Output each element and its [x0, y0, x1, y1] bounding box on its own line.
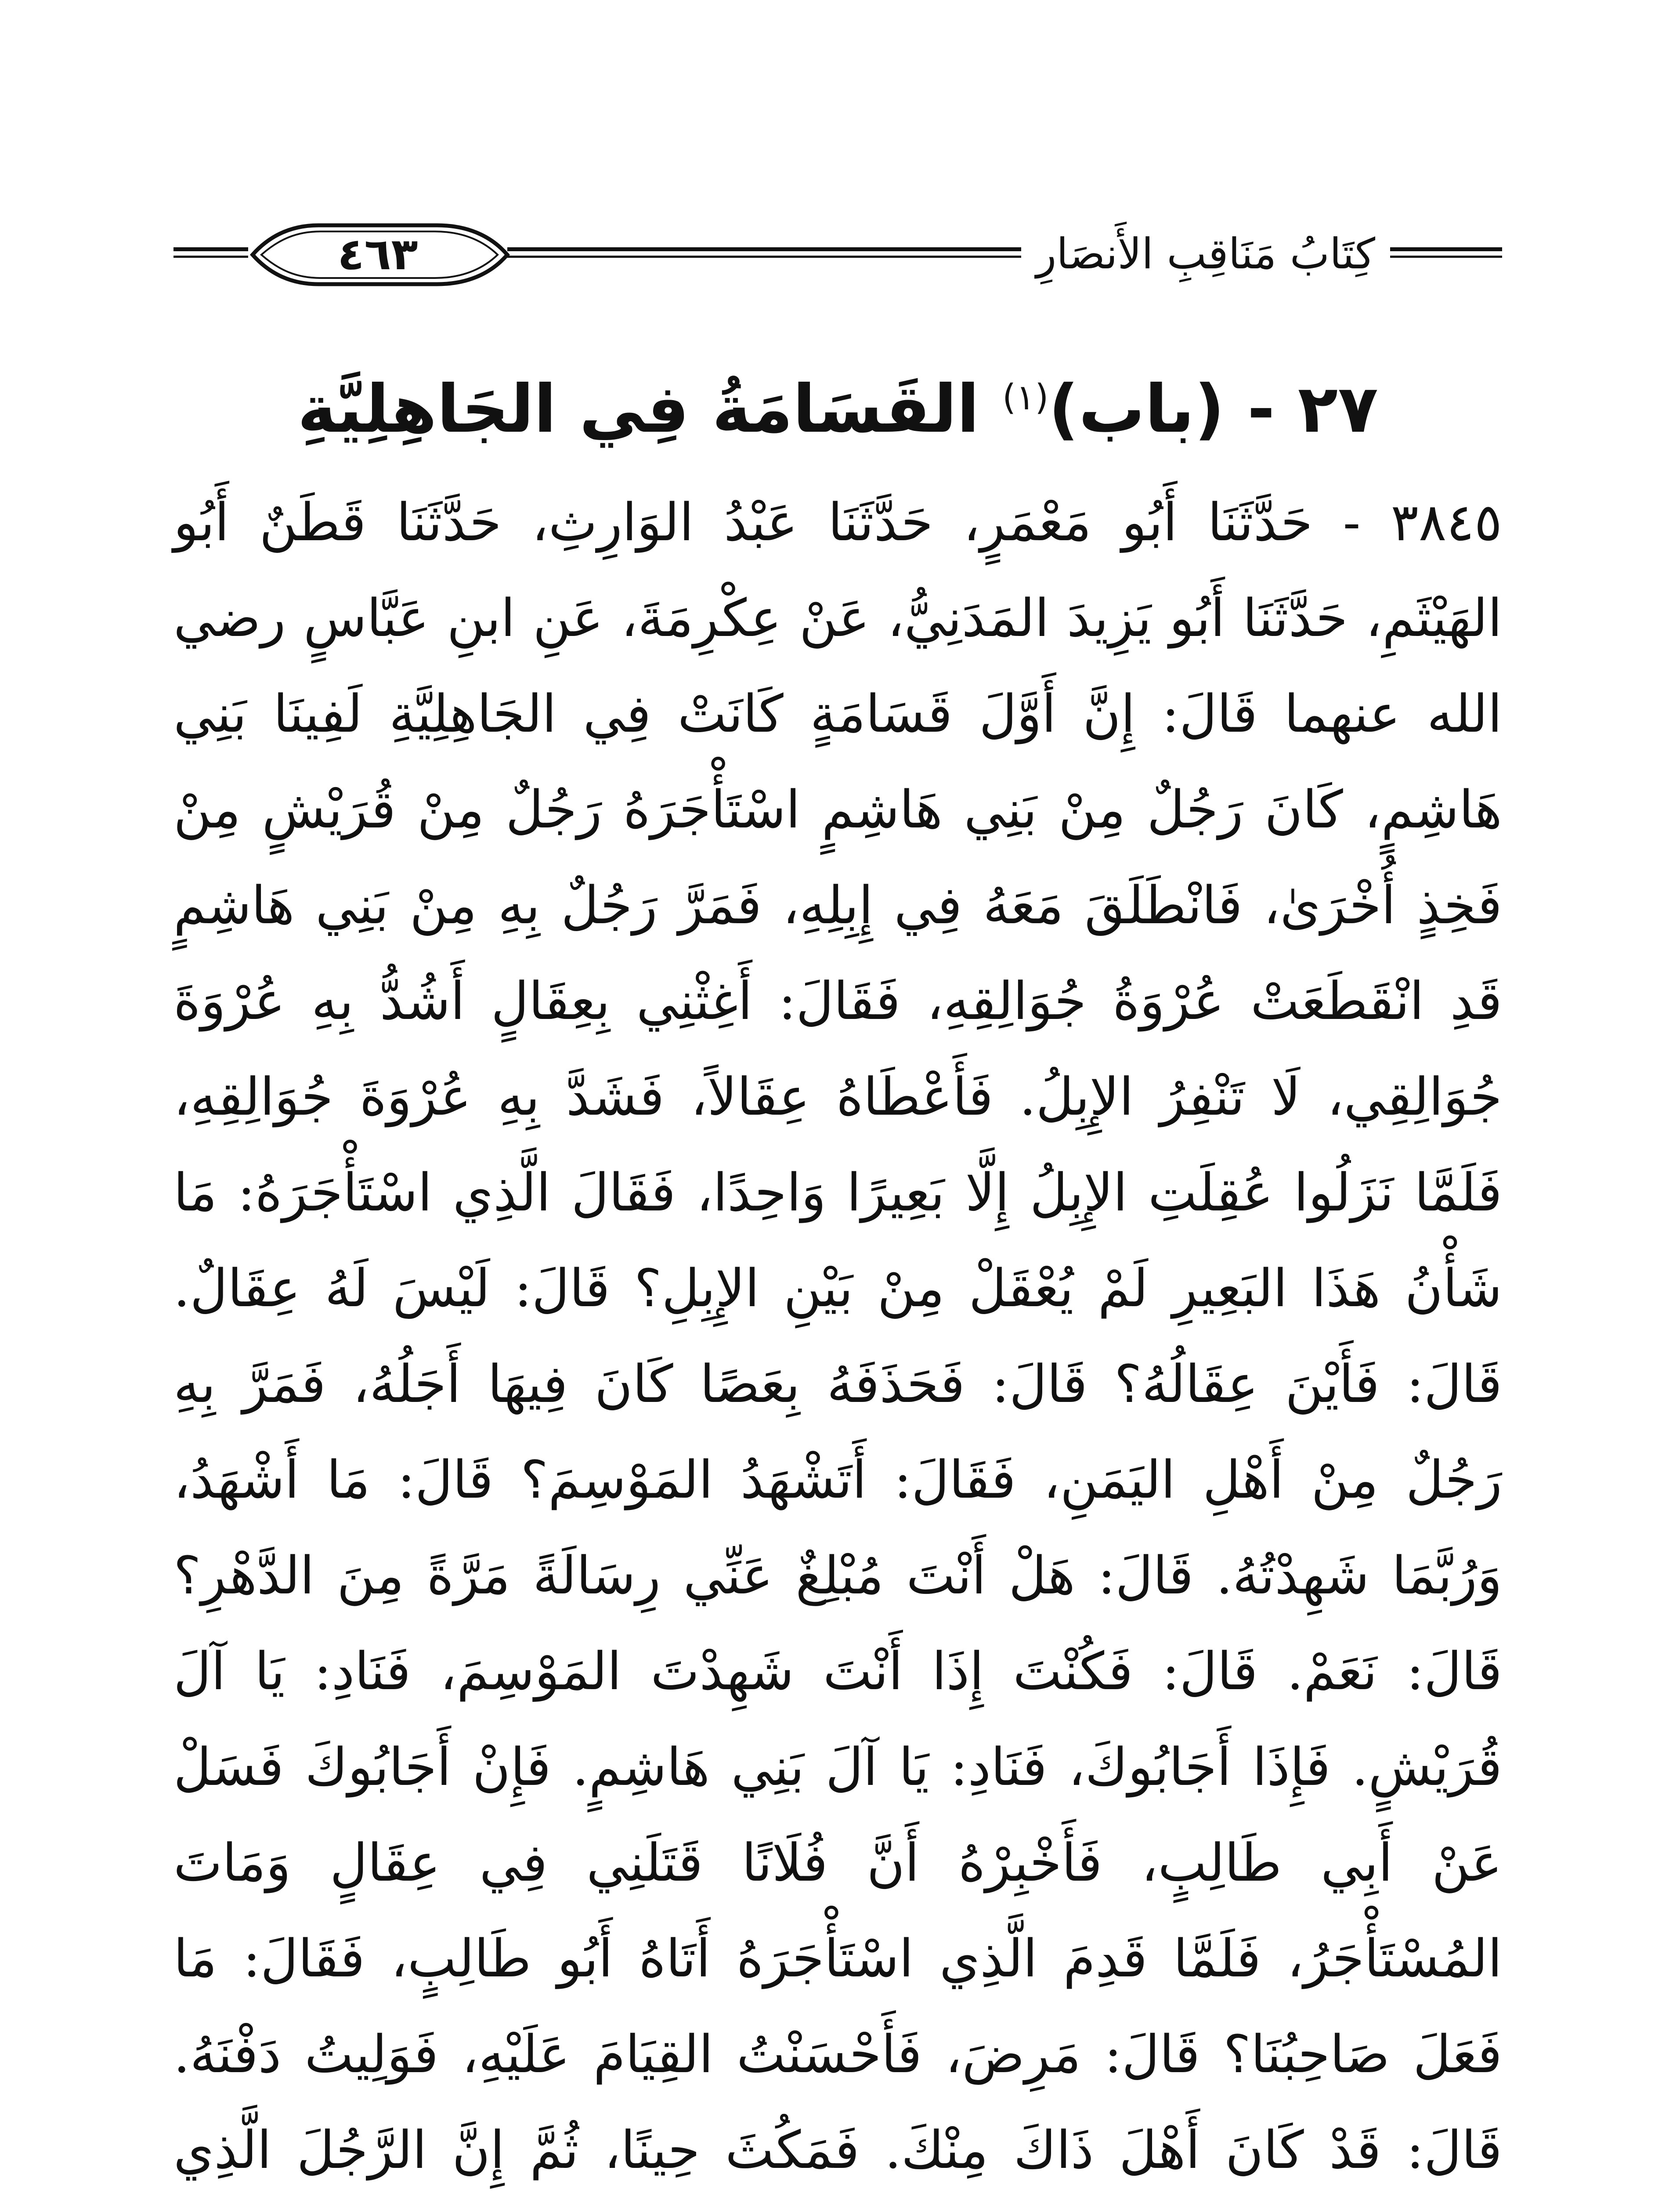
running-header [173, 222, 1502, 288]
header-rule-middle [507, 247, 1021, 258]
chapter-footnote-ref: (١) [1002, 377, 1049, 418]
chapter-bab: (باب) [1048, 371, 1225, 448]
header-rule-left [173, 247, 248, 258]
chapter-number: ٢٧ [1297, 371, 1378, 448]
chapter-separator: - [1247, 371, 1275, 448]
chapter-heading [173, 347, 1502, 460]
hadith-text: - حَدَّثَنَا أَبُو مَعْمَرٍ، حَدَّثَنَا عَبْدُ الوَارِثِ، حَدَّثَنَا قَطَنٌ أَبُو الهَيْثَمِ، حَدَّثَنَا أَبُو يَزِيدَ المَدَنِيُّ، عَنْ عِكْرِمَةَ، عَنِ ابنِ عَبَّاسٍ رضي الله عنهما قَالَ: إِنَّ أَوَّلَ قَسَامَةٍ كَانَتْ فِي الجَاهِلِيَّةِ لَفِينَا بَنِي هَاشِمٍ، كَانَ رَجُلٌ مِنْ بَنِي هَاشِمٍ اسْتَأْجَرَهُ رَجُلٌ مِنْ قُرَيْشٍ مِنْ فَخِذٍ أُخْرَىٰ، فَانْطَلَقَ مَعَهُ فِي إِبِلِهِ، فَمَرَّ رَجُلٌ بِهِ مِنْ بَنِي هَاشِمٍ قَدِ انْقَطَعَتْ عُرْوَةُ جُوَالِقِهِ، فَقَالَ: أَغِثْنِي بِعِقَالٍ أَشُدُّ بِهِ عُرْوَةَ جُوَالِقِي، لَا تَنْفِرُ الإِبِلُ. فَأَعْطَاهُ عِقَالاً، فَشَدَّ بِهِ عُرْوَةَ جُوَالِقِهِ، فَلَمَّا نَزَلُوا عُقِلَتِ الإِبِلُ إِلَّا بَعِيرًا وَاحِدًا، فَقَالَ الَّذِي اسْتَأْجَرَهُ: مَا شَأْنُ هَذَا البَعِيرِ لَمْ يُعْقَلْ مِنْ بَيْنِ الإِبِلِ؟ قَالَ: لَيْسَ لَهُ عِقَالٌ. قَالَ: فَأَيْنَ عِقَالُهُ؟ قَالَ: فَحَذَفَهُ بِعَصًا كَانَ فِيهَا أَجَلُهُ، فَمَرَّ بِهِ رَجُلٌ مِنْ أَهْلِ اليَمَنِ، فَقَالَ: أَتَشْهَدُ المَوْسِمَ؟ قَالَ: مَا أَشْهَدُ، وَرُبَّمَا شَهِدْتُهُ. قَالَ: هَلْ أَنْتَ مُبْلِغٌ عَنِّي رِسَالَةً مَرَّةً مِنَ الدَّهْرِ؟ قَالَ: نَعَمْ. قَالَ: فَكُنْتَ إِذَا أَنْتَ شَهِدْتَ المَوْسِمَ، فَنَادِ: يَا آلَ قُرَيْشٍ. فَإِذَا أَجَابُوكَ، فَنَادِ: يَا آلَ بَنِي هَاشِمٍ. فَإِنْ أَجَابُوكَ فَسَلْ عَنْ أَبِي طَالِبٍ، فَأَخْبِرْهُ أَنَّ فُلَانًا قَتَلَنِي فِي عِقَالٍ وَمَاتَ المُسْتَأْجَرُ، فَلَمَّا قَدِمَ الَّذِي اسْتَأْجَرَهُ أَتَاهُ أَبُو طَالِبٍ، فَقَالَ: مَا فَعَلَ صَاحِبُنَا؟ قَالَ: مَرِضَ، فَأَحْسَنْتُ القِيَامَ عَلَيْهِ، فَوَلِيتُ دَفْنَهُ. قَالَ: قَدْ كَانَ أَهْلَ ذَاكَ مِنْكَ. فَمَكُثَ حِينًا، ثُمَّ إِنَّ الرَّجُلَ الَّذِي [173, 492, 1502, 2180]
page-number-badge [244, 222, 512, 288]
page-number: ٤٦٣ [337, 228, 418, 280]
hadith-body [173, 474, 1502, 2196]
book-title: كِتَابُ مَنَاقِبِ الأَنصَارِ [1036, 229, 1376, 278]
hadith-paragraph [173, 474, 1502, 2196]
hadith-number: ٣٨٤٥ [1391, 492, 1502, 553]
header-rule-right [1390, 247, 1502, 258]
chapter-title: القَسَامَةُ فِي الجَاهِلِيَّةِ [297, 371, 979, 448]
